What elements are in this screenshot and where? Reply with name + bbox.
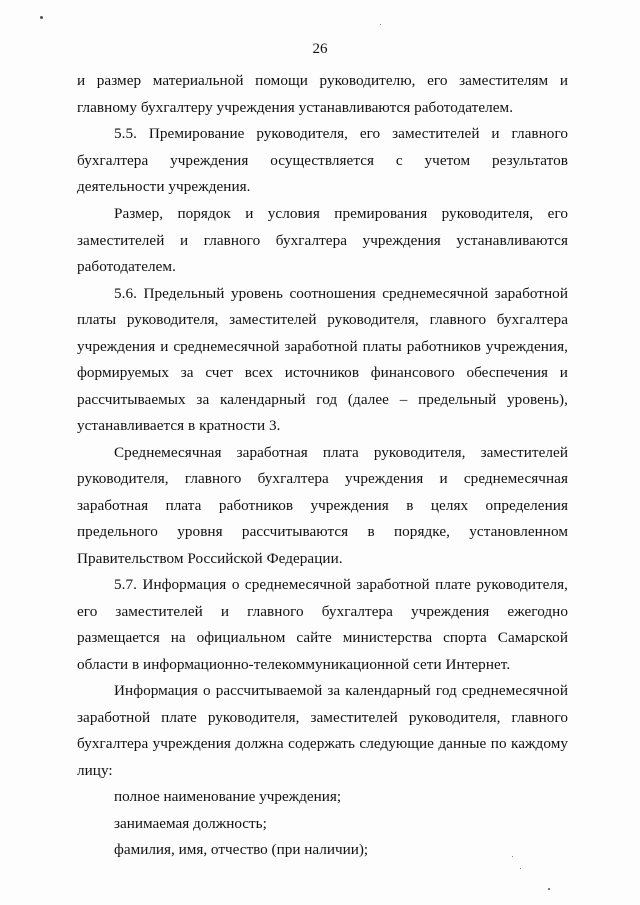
paragraph-5-7: 5.7. Информация о среднемесячной заработной плате руководителя, его заместителей и главного бухгалтера учреждения ежегодно размещается на официальном сайте министерства спорта Самарской области в информационно-телекоммуникационной сети Интернет. — [77, 576, 568, 673]
paragraph-material-aid: и размер материальной помощи руководителю, его заместителям и главному бухгалтеру учреждения устанавливаются работодателем. — [77, 72, 568, 116]
list-item-institution-name: полное наименование учреждения; — [114, 788, 342, 805]
paragraph-information-content: Информация о рассчитываемой за календарный год среднемесячной заработной плате руководителя, заместителей руководителя, главного бухгалтера учреждения должна содержать следующие данные по каждому лицу: — [77, 682, 568, 779]
page-number: 26 — [312, 41, 328, 57]
paragraph-bonus-conditions: Размер, порядок и условия премирования руководителя, его заместителей и главного бухгалтера учреждения устанавливаются работодателем. — [77, 205, 568, 275]
list-item-full-name: фамилия, имя, отчество (при наличии); — [114, 841, 369, 858]
document-body — [77, 68, 568, 864]
scan-speck — [520, 868, 521, 869]
paragraph-5-6: 5.6. Предельный уровень соотношения среднемесячной заработной платы руководителя, заместителей руководителя, главного бухгалтера учреждения и среднемесячной заработной платы работников учреждения, формируемых за счет всех источников финансового обеспечения и рассчитываемых за календарный год (далее – предельный уровень), устанавливается в кратности 3. — [77, 284, 568, 434]
list-item-position: занимаемая должность; — [114, 814, 267, 832]
scan-speck — [40, 16, 43, 19]
scan-speck — [512, 856, 513, 857]
paragraph-5-5: 5.5. Премирование руководителя, его заместителей и главного бухгалтера учреждения осуществляется с учетом результатов деятельности учреждения. — [77, 125, 568, 195]
scan-speck — [548, 888, 550, 890]
paragraph-average-salary: Среднемесячная заработная плата руководителя, заместителей руководителя, главного бухгалтера учреждения и среднемесячная заработная плата работников учреждения в целях определения предельного уровня рассчитываются в порядке, установленном Правительством Российской Федерации. — [77, 443, 568, 567]
scan-speck — [380, 24, 381, 25]
